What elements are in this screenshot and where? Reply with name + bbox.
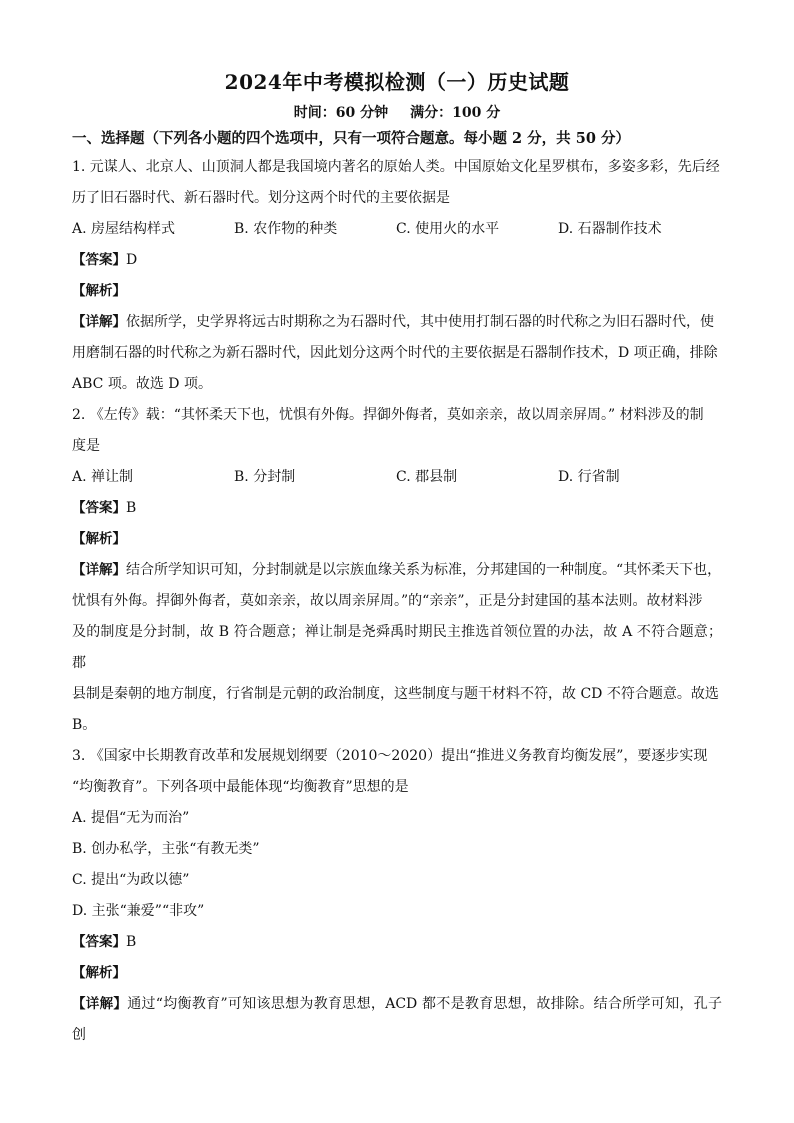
question-text-line: 1. 元谋人、北京人、山顶洞人都是我国境内著名的原始人类。中国原始文化星罗棋布，多姿多彩，先后经 — [72, 159, 720, 175]
exam-meta — [72, 102, 722, 124]
question-options — [72, 462, 722, 493]
option-a: A. 房屋结构样式 — [72, 221, 176, 237]
answer-tag: 【答案】 — [72, 252, 126, 268]
detail-line: 县制是秦朝的地方制度，行省制是元朝的政治制度，这些制度与题干材料不符，故 CD 不符合题意。故选 — [72, 686, 719, 702]
question-2 — [72, 400, 722, 741]
analysis-tag: 【解析】 — [72, 283, 126, 299]
answer-value: B — [126, 934, 137, 950]
option-a: A. 提倡“无为而治” — [72, 810, 190, 826]
detail-line: 用磨制石器的时代称之为新石器时代，因此划分这两个时代的主要依据是石器制作技术，D 项正确，排除 — [72, 345, 718, 361]
option-a: A. 禅让制 — [72, 469, 134, 485]
detail-line — [72, 555, 722, 586]
detail-tag: 【详解】 — [72, 562, 126, 578]
option-b: B. 创办私学，主张“有教无类” — [72, 841, 260, 857]
page-title: 2024年中考模拟检测（一）历史试题 — [224, 70, 570, 94]
answer-line — [72, 245, 722, 276]
option-d: D. 石器制作技术 — [558, 221, 662, 237]
question-text-line: 历了旧石器时代、新石器时代。划分这两个时代的主要依据是 — [72, 190, 450, 206]
question-text-line: 3. 《国家中长期教育改革和发展规划纲要（2010～2020）提出“推进义务教育均衡发展”，要逐步实现 — [72, 748, 708, 764]
question-text-line: “均衡教育”。下列各项中最能体现“均衡教育”思想的是 — [72, 779, 409, 795]
option-d: D. 行省制 — [558, 469, 620, 485]
option-c: C. 使用火的水平 — [396, 221, 500, 237]
analysis-line — [72, 524, 722, 555]
detail-line: 及的制度是分封制，故 B 符合题意；禅让制是尧舜禹时期民主推选首领位置的办法，故 A 不符合题意；郡 — [72, 624, 722, 671]
detail-line: B。 — [72, 717, 97, 733]
option-b: B. 分封制 — [234, 469, 296, 485]
detail-text: 通过“均衡教育”可知该思想为教育思想，ACD 都不是教育思想，故排除。结合所学可知，孔子创 — [72, 996, 723, 1043]
option-c: C. 郡县制 — [396, 469, 458, 485]
detail-line — [72, 307, 722, 338]
answer-value: B — [126, 500, 137, 516]
answer-line — [72, 927, 722, 958]
answer-line — [72, 493, 722, 524]
analysis-line — [72, 958, 722, 989]
detail-line — [72, 989, 722, 1051]
exam-time: 时间：60 分钟 — [293, 105, 389, 121]
detail-tag: 【详解】 — [72, 996, 128, 1012]
option-b: B. 农作物的种类 — [234, 221, 338, 237]
analysis-line — [72, 276, 722, 307]
question-options — [72, 214, 722, 245]
detail-text: 依据所学，史学界将远古时期称之为石器时代，其中使用打制石器的时代称之为旧石器时代，使 — [126, 314, 714, 330]
detail-tag: 【详解】 — [72, 314, 126, 330]
question-1 — [72, 152, 722, 400]
detail-line: ABC 项。故选 D 项。 — [72, 376, 212, 392]
question-3 — [72, 741, 722, 1051]
exam-score: 满分：100 分 — [410, 105, 501, 121]
answer-tag: 【答案】 — [72, 500, 126, 516]
detail-text: 结合所学知识可知，分封制就是以宗族血缘关系为标准，分邦建国的一种制度。“其怀柔天下也， — [126, 562, 722, 578]
option-d: D. 主张“兼爱”“非攻” — [72, 903, 205, 919]
question-text-line: 度是 — [72, 438, 100, 454]
analysis-tag: 【解析】 — [72, 531, 126, 547]
option-c: C. 提出“为政以德” — [72, 872, 190, 888]
answer-tag: 【答案】 — [72, 934, 126, 950]
answer-value: D — [126, 252, 138, 268]
detail-line: 忧惧有外侮。捍御外侮者，莫如亲亲，故以周亲屏周。”的“亲亲”，正是分封建国的基本法则。故材料涉 — [72, 593, 703, 609]
question-text-line: 2. 《左传》载：“其怀柔天下也，忧惧有外侮。捍御外侮者，莫如亲亲，故以周亲屏周。” 材料涉及的制 — [72, 407, 704, 423]
analysis-tag: 【解析】 — [72, 965, 126, 981]
section-title: 一、选择题（下列各小题的四个选项中，只有一项符合题意。每小题 2 分，共 50 分） — [72, 130, 630, 147]
